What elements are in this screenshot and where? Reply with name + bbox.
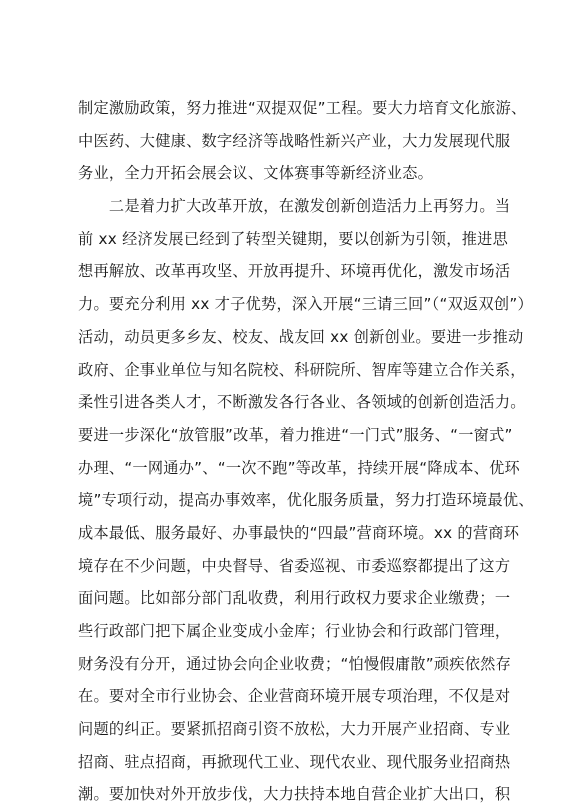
text-line: 力。要充分利用 xx 才子优势，深入开展“三请三回”（“双返双创”） — [78, 295, 533, 314]
text-line: 制定激励政策，努力推进“双提双促”工程。要大力培育文化旅游、 — [78, 99, 527, 117]
text-line: 潮。要加快对外开放步伐，大力扶持本地自营企业扩大出口，积 — [78, 785, 511, 804]
body-text — [78, 92, 534, 811]
text-line: 务业，全力开拓会展会议、文体赛事等新经济业态。 — [78, 164, 434, 183]
text-line: 政府、企事业单位与知名院校、科研院所、智库等建立合作关系， — [78, 360, 526, 379]
text-line: 招商、驻点招商，再掀现代工业、现代农业、现代服务业招商热 — [78, 752, 511, 771]
text-line: 成本最低、服务最好、办事最快的“四最”营商环境。xx 的营商环 — [78, 523, 520, 542]
text-line: 要进一步深化“放管服”改革，着力推进“一门式”服务、“一窗式” — [78, 425, 513, 444]
text-line: 二是着力扩大改革开放，在激发创新创造活力上再努力。当 — [78, 197, 511, 216]
text-line: 些行政部门把下属企业变成小金库；行业协会和行政部门管理， — [78, 622, 511, 640]
text-line: 面问题。比如部分部门乱收费，利用行政权力要求企业缴费；一 — [78, 589, 511, 608]
text-line: 柔性引进各类人才，不断激发各行各业、各领域的创新创造活力。 — [78, 393, 526, 412]
text-line: 财务没有分开，通过协会向企业收费；“怕慢假庸散”顽疾依然存 — [78, 654, 512, 673]
text-line: 办理、“一网通办”、“一次不跑”等改革，持续开展“降成本、优环 — [78, 458, 520, 477]
text-line: 前 xx 经济发展已经到了转型关键期，要以创新为引领，推进思 — [78, 229, 509, 248]
text-line: 境存在不少问题，中央督导、省委巡视、市委巡察都提出了这方 — [78, 556, 511, 575]
text-line: 境”专项行动，提高办事效率，优化服务质量，努力打造环境最优、 — [78, 491, 534, 510]
text-line: 在。要对全市行业协会、企业营商环境开展专项治理，不仅是对 — [78, 687, 511, 706]
text-line: 问题的纠正。要紧抓招商引资不放松，大力开展产业招商、专业 — [78, 720, 511, 739]
text-line: 中医药、大健康、数字经济等战略性新兴产业，大力发展现代服 — [78, 131, 511, 150]
text-line: 活动，动员更多乡友、校友、战友回 xx 创新创业。要进一步推动 — [78, 327, 524, 346]
text-line: 想再解放、改革再攻坚、开放再提升、环境再优化，激发市场活 — [78, 262, 511, 281]
